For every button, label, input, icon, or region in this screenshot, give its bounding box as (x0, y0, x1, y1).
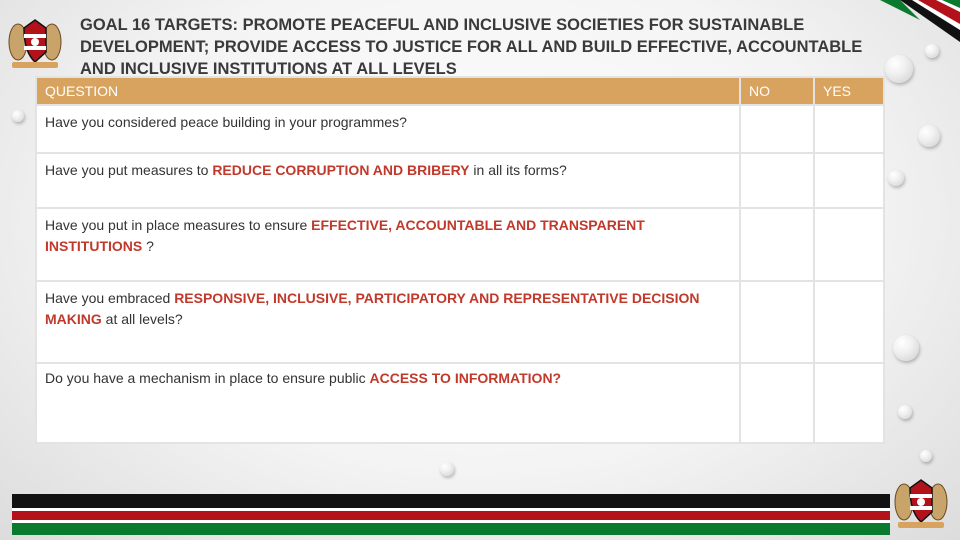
question-cell: Do you have a mechanism in place to ensure public ACCESS TO INFORMATION? (36, 363, 740, 443)
no-answer-cell[interactable] (740, 208, 814, 280)
table-row (36, 153, 884, 208)
yes-answer-cell[interactable] (814, 281, 884, 363)
yes-column-header: YES (814, 77, 884, 105)
table-header-row (36, 77, 884, 105)
slide-title: GOAL 16 TARGETS: PROMOTE PEACEFUL AND INCLUSIVE SOCIETIES FOR SUSTAINABLE DEVELOPMENT; PROVIDE ACCESS TO JUSTICE FOR ALL AND BUILD EFFECTIVE, ACCOUNTABLE AND INCLUSIVE INSTITUTIONS AT ALL LEVELS (80, 16, 863, 76)
question-cell: Have you put measures to REDUCE CORRUPTION AND BRIBERY in all its forms? (36, 153, 740, 208)
water-drop-decoration (888, 170, 904, 186)
questions-table (35, 76, 885, 444)
kenya-coat-of-arms-icon (888, 470, 954, 534)
table-row (36, 105, 884, 153)
yes-answer-cell[interactable] (814, 363, 884, 443)
no-answer-cell[interactable] (740, 105, 814, 153)
table-row (36, 208, 884, 280)
water-drop-decoration (925, 44, 939, 58)
yes-answer-cell[interactable] (814, 105, 884, 153)
kenya-coat-of-arms-icon (2, 10, 68, 74)
question-cell: Have you considered peace building in your programmes? (36, 105, 740, 153)
water-drop-decoration (920, 450, 932, 462)
table-row (36, 281, 884, 363)
no-answer-cell[interactable] (740, 281, 814, 363)
question-cell: Have you embraced RESPONSIVE, INCLUSIVE, PARTICIPATORY AND REPRESENTATIVE DECISION MAKING at all levels? (36, 281, 740, 363)
water-drop-decoration (898, 405, 912, 419)
water-drop-decoration (12, 110, 24, 122)
yes-answer-cell[interactable] (814, 208, 884, 280)
no-column-header: NO (740, 77, 814, 105)
yes-answer-cell[interactable] (814, 153, 884, 208)
no-answer-cell[interactable] (740, 363, 814, 443)
water-drop-decoration (893, 335, 919, 361)
no-answer-cell[interactable] (740, 153, 814, 208)
table-row (36, 363, 884, 443)
water-drop-decoration (918, 125, 940, 147)
kenya-flag-stripes (12, 494, 890, 540)
question-cell: Have you put in place measures to ensure EFFECTIVE, ACCOUNTABLE AND TRANSPARENT INSTITUTIONS ? (36, 208, 740, 280)
water-drop-decoration (440, 462, 454, 476)
question-column-header: QUESTION (36, 77, 740, 105)
